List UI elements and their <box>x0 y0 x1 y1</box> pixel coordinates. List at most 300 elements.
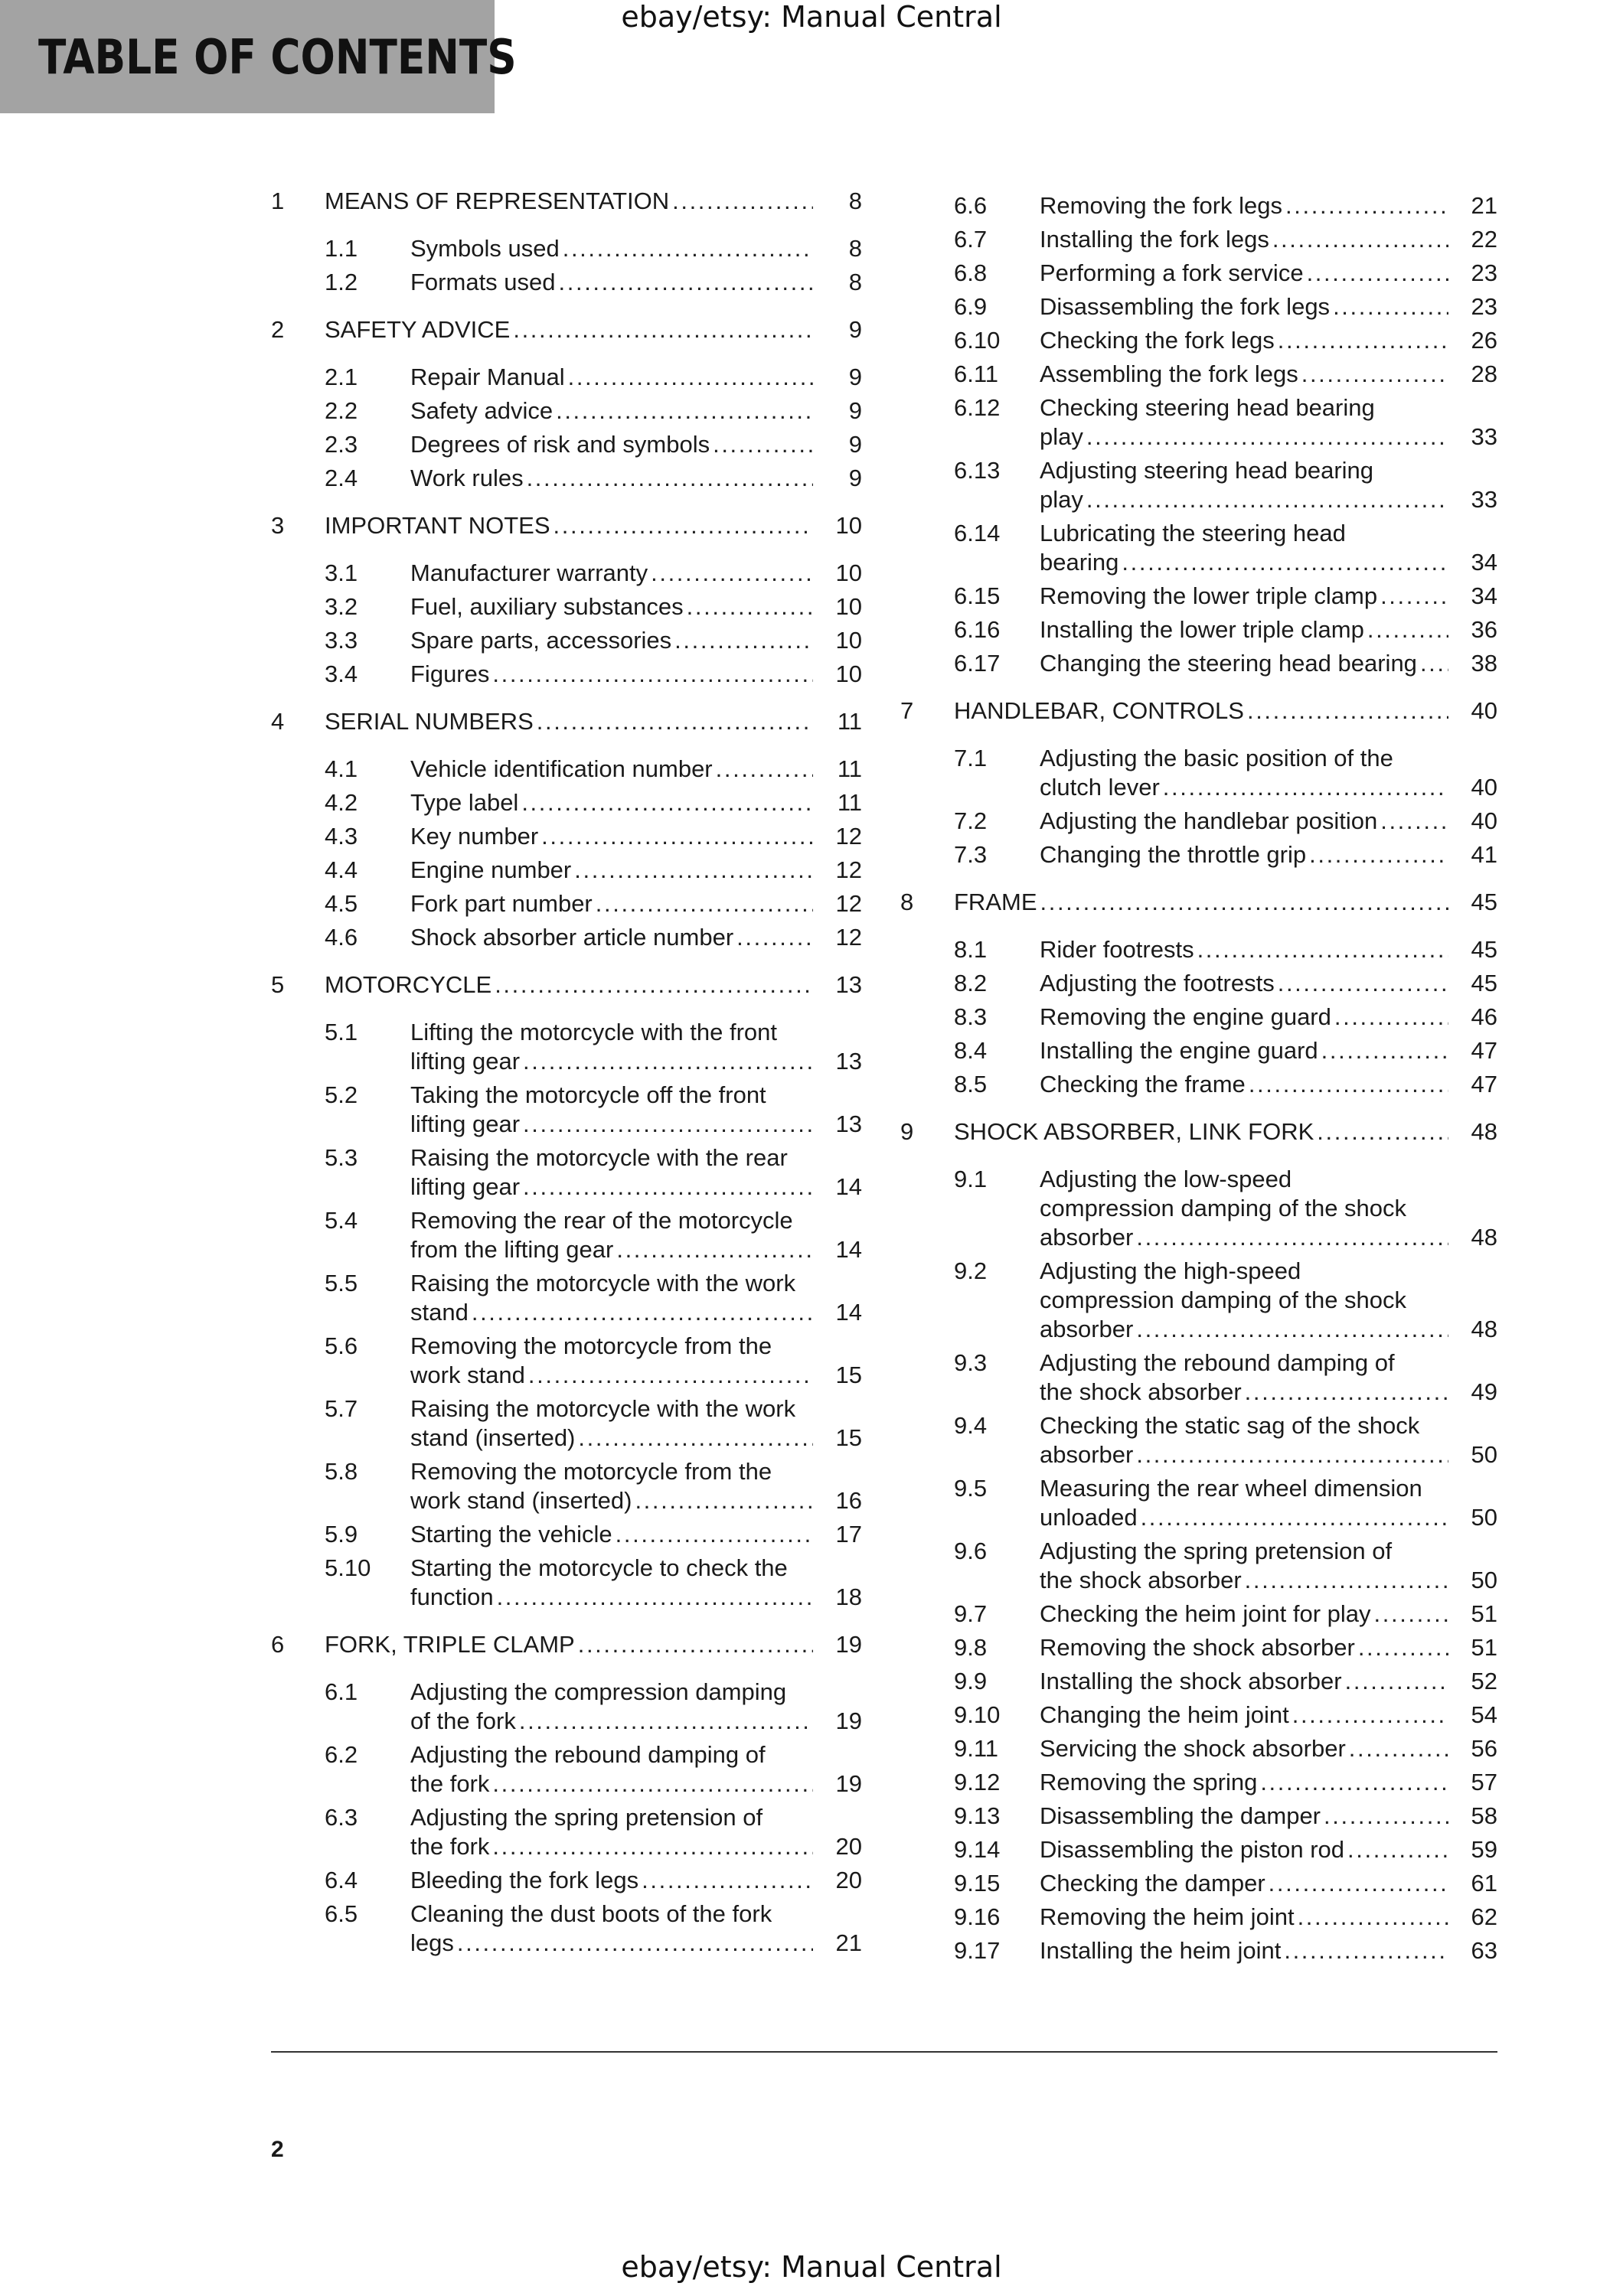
toc-section-entry[interactable] <box>900 1070 1497 1099</box>
toc-entry-line <box>325 511 862 540</box>
toc-entry-title: lifting gear <box>410 1048 521 1075</box>
toc-entry-title: work stand (inserted) <box>410 1487 632 1514</box>
toc-entry-line <box>1040 1936 1497 1965</box>
toc-entry-number: 9.8 <box>954 1634 988 1661</box>
toc-entry-page: 11 <box>837 789 862 816</box>
toc-entry-line <box>410 822 862 851</box>
toc-entry-line <box>410 1172 862 1202</box>
toc-entry-title: Figures <box>410 660 490 687</box>
toc-section-entry[interactable] <box>900 326 1497 355</box>
toc-entry-page: 12 <box>835 924 862 951</box>
toc-section-entry[interactable] <box>271 396 862 426</box>
toc-entry-line <box>1040 1835 1497 1864</box>
toc-entry-title: FRAME <box>954 889 1037 915</box>
toc-entry-title: Removing the spring <box>1040 1769 1258 1795</box>
toc-entry-line <box>954 696 1497 726</box>
toc-entry-title: Measuring the rear wheel dimension <box>1040 1475 1422 1502</box>
toc-entry-line <box>410 464 862 493</box>
toc-entry-title: Removing the motorcycle from the <box>410 1332 772 1359</box>
toc-entry-page: 11 <box>837 755 862 782</box>
toc-section-entry[interactable] <box>271 889 862 918</box>
dot-leader <box>516 1707 813 1736</box>
toc-entry-page: 15 <box>835 1362 862 1388</box>
toc-entry-page: 10 <box>835 593 862 620</box>
dot-leader <box>1083 485 1448 514</box>
toc-entry-number: 3.2 <box>325 593 358 620</box>
toc-section-entry[interactable] <box>900 1701 1497 1730</box>
toc-entry-text <box>410 559 862 588</box>
toc-entry-line <box>410 268 862 297</box>
toc-entry-page: 48 <box>1471 1118 1497 1145</box>
toc-entry-text <box>410 856 862 885</box>
toc-entry-line <box>1040 935 1497 964</box>
toc-entry-page: 34 <box>1471 549 1497 576</box>
dot-leader <box>1265 1869 1448 1898</box>
toc-section-entry[interactable] <box>271 1206 862 1264</box>
toc-section-entry[interactable] <box>900 393 1497 452</box>
toc-entry-title: Adjusting the spring pretension of <box>1040 1538 1393 1564</box>
toc-section-entry[interactable] <box>271 430 862 459</box>
toc-entry-page: 14 <box>835 1173 862 1200</box>
toc-section-entry[interactable] <box>900 1600 1497 1629</box>
toc-section-entry[interactable] <box>900 519 1497 577</box>
toc-entry-page: 63 <box>1471 1937 1497 1964</box>
dot-leader <box>1133 1223 1448 1252</box>
dot-leader <box>1346 1734 1448 1763</box>
toc-entry-title: SAFETY ADVICE <box>325 316 511 343</box>
toc-entry-text <box>954 1117 1497 1146</box>
toc-section-entry[interactable] <box>271 923 862 952</box>
toc-column-right <box>900 187 1497 1965</box>
toc-section-entry[interactable] <box>271 626 862 655</box>
dot-leader <box>1417 649 1448 678</box>
toc-entry-number: 6.8 <box>954 259 988 286</box>
toc-entry-number: 5.1 <box>325 1019 358 1045</box>
toc-section-entry[interactable] <box>271 1018 862 1076</box>
toc-entry-title: Removing the fork legs <box>1040 192 1283 219</box>
toc-entry-text <box>325 187 862 216</box>
toc-entry-line <box>1040 840 1497 869</box>
toc-section-entry[interactable] <box>900 1802 1497 1831</box>
toc-entry-page: 16 <box>835 1487 862 1514</box>
toc-section-entry[interactable] <box>900 840 1497 869</box>
toc-section-entry[interactable] <box>271 1554 862 1612</box>
toc-entry-title: Fuel, auxiliary substances <box>410 593 684 620</box>
toc-entry-page: 40 <box>1471 697 1497 724</box>
dot-leader <box>1246 1070 1448 1099</box>
toc-entry-text <box>1040 582 1497 611</box>
toc-section-entry[interactable] <box>271 660 862 689</box>
toc-section-entry[interactable] <box>900 582 1497 611</box>
toc-entry-number: 9.1 <box>954 1166 988 1192</box>
toc-entry-title: Adjusting steering head bearing <box>1040 457 1374 484</box>
toc-entry-line <box>1040 1440 1497 1469</box>
toc-entry-text <box>1040 615 1497 644</box>
toc-entry-number: 5.7 <box>325 1395 358 1422</box>
toc-entry-title: Raising the motorcycle with the work <box>410 1395 796 1422</box>
toc-entry-page: 45 <box>1471 889 1497 915</box>
toc-chapter-entry[interactable] <box>900 696 1497 726</box>
toc-entry-title: Fork part number <box>410 890 593 917</box>
toc-entry-page: 57 <box>1471 1769 1497 1795</box>
toc-entry-title: Checking the heim joint for play <box>1040 1600 1371 1627</box>
toc-entry-text <box>410 430 862 459</box>
toc-section-entry[interactable] <box>271 559 862 588</box>
toc-section-entry[interactable] <box>271 1520 862 1549</box>
toc-entry-title: Vehicle identification number <box>410 755 713 782</box>
toc-section-entry[interactable] <box>271 464 862 493</box>
dot-leader <box>1138 1503 1448 1532</box>
toc-entry-title: clutch lever <box>1040 774 1160 801</box>
toc-entry-page: 19 <box>835 1707 862 1734</box>
toc-entry-text <box>1040 1070 1497 1099</box>
toc-entry-page: 14 <box>835 1236 862 1263</box>
dot-leader <box>1160 773 1448 802</box>
toc-section-entry[interactable] <box>900 1768 1497 1797</box>
toc-section-entry[interactable] <box>271 1678 862 1736</box>
toc-entry-title: Manufacturer warranty <box>410 559 648 586</box>
toc-entry-number: 9.15 <box>954 1870 1001 1896</box>
toc-entry-title: absorber <box>1040 1441 1134 1468</box>
toc-entry-title: Work rules <box>410 465 524 491</box>
toc-entry-title: Adjusting the spring pretension of <box>410 1804 763 1831</box>
toc-entry-page: 33 <box>1471 423 1497 450</box>
toc-entry-line <box>1040 485 1497 514</box>
toc-entry-title: from the lifting gear <box>410 1236 614 1263</box>
toc-entry-title: Servicing the shock absorber <box>1040 1735 1346 1762</box>
toc-section-entry[interactable] <box>900 456 1497 514</box>
toc-entry-line <box>1040 1869 1497 1898</box>
toc-entry-title: Installing the fork legs <box>1040 226 1269 253</box>
toc-entry-title: Rider footrests <box>1040 936 1194 963</box>
toc-entry-number: 3.3 <box>325 627 358 654</box>
toc-section-entry[interactable] <box>271 1457 862 1515</box>
toc-section-entry[interactable] <box>900 807 1497 836</box>
toc-entry-title: Adjusting the high-speed <box>1040 1257 1301 1284</box>
toc-entry-line <box>954 1117 1497 1146</box>
toc-entry-title: Adjusting the rebound damping of <box>1040 1349 1395 1376</box>
toc-entry-title: Disassembling the fork legs <box>1040 293 1331 320</box>
toc-entry-line <box>1040 1633 1497 1662</box>
toc-section-entry[interactable] <box>271 856 862 885</box>
toc-entry-number: 6.13 <box>954 457 1001 484</box>
dot-leader <box>1330 292 1448 321</box>
toc-entry-text <box>410 1900 862 1958</box>
toc-entry-line <box>410 559 862 588</box>
toc-entry-text <box>1040 1936 1497 1965</box>
toc-entry-number: 6.7 <box>954 226 988 253</box>
toc-section-entry[interactable] <box>900 744 1497 802</box>
toc-entry-page: 13 <box>835 1048 862 1075</box>
toc-entry-page: 38 <box>1471 650 1497 677</box>
dot-leader <box>1244 696 1448 726</box>
toc-entry-text <box>1040 1869 1497 1898</box>
toc-entry-title: Disassembling the damper <box>1040 1802 1321 1829</box>
toc-section-entry[interactable] <box>271 1394 862 1453</box>
toc-entry-title: play <box>1040 423 1083 450</box>
toc-section-entry[interactable] <box>900 615 1497 644</box>
toc-section-entry[interactable] <box>900 259 1497 288</box>
toc-entry-title: Installing the heim joint <box>1040 1937 1282 1964</box>
toc-entry-text <box>1040 292 1497 321</box>
toc-section-entry[interactable] <box>900 1165 1497 1252</box>
toc-entry-title: the fork <box>410 1833 490 1860</box>
toc-entry-title: Adjusting the low-speed <box>1040 1166 1292 1192</box>
toc-section-entry[interactable] <box>900 1936 1497 1965</box>
toc-entry-text <box>410 626 862 655</box>
toc-entry-line <box>410 234 862 263</box>
toc-chapter-entry[interactable] <box>271 1630 862 1659</box>
dot-leader <box>1257 1768 1448 1797</box>
toc-entry-page: 51 <box>1471 1600 1497 1627</box>
toc-entry-text <box>410 788 862 817</box>
toc-section-entry[interactable] <box>271 1900 862 1958</box>
toc-chapter-entry[interactable] <box>900 888 1497 917</box>
dot-leader <box>613 1235 813 1264</box>
toc-entry-page: 48 <box>1471 1316 1497 1342</box>
toc-section-entry[interactable] <box>900 969 1497 998</box>
toc-entry-text <box>410 363 862 392</box>
toc-entry-line <box>410 856 862 885</box>
toc-section-entry[interactable] <box>271 1866 862 1895</box>
toc-section-entry[interactable] <box>271 788 862 817</box>
dot-leader <box>1331 1003 1448 1032</box>
toc-entry-line <box>1040 1223 1497 1252</box>
toc-entry-number: 5.6 <box>325 1332 358 1359</box>
toc-entry-line <box>410 363 862 392</box>
toc-entry-title: unloaded <box>1040 1504 1138 1531</box>
toc-section-entry[interactable] <box>900 1036 1497 1065</box>
toc-entry-line <box>410 1583 862 1612</box>
toc-entry-text <box>410 889 862 918</box>
dot-leader <box>1194 935 1448 964</box>
toc-entry-text <box>410 1018 862 1076</box>
toc-entry-page: 8 <box>848 235 862 262</box>
toc-section-entry[interactable] <box>271 592 862 621</box>
dot-leader <box>1355 1633 1448 1662</box>
toc-entry-number: 9.2 <box>954 1257 988 1284</box>
toc-entry-text <box>410 822 862 851</box>
toc-chapter-entry[interactable] <box>271 187 862 216</box>
toc-section-entry[interactable] <box>900 292 1497 321</box>
toc-entry-page: 54 <box>1471 1701 1497 1728</box>
toc-entry-title: Installing the shock absorber <box>1040 1668 1342 1694</box>
toc-section-entry[interactable] <box>900 1667 1497 1696</box>
toc-section-entry[interactable] <box>900 1411 1497 1469</box>
dot-leader <box>612 1520 813 1549</box>
toc-entry-title: Starting the vehicle <box>410 1521 612 1548</box>
toc-entry-text <box>410 1554 862 1612</box>
dot-leader <box>565 363 813 392</box>
toc-entry-line <box>410 1298 862 1327</box>
toc-entry-number: 5.5 <box>325 1270 358 1296</box>
dot-leader <box>494 1583 813 1612</box>
toc-section-entry[interactable] <box>271 1143 862 1202</box>
toc-section-entry[interactable] <box>271 1803 862 1861</box>
toc-entry-page: 17 <box>835 1521 862 1548</box>
toc-entry-number: 5.2 <box>325 1081 358 1108</box>
footer-divider <box>271 2051 1497 2053</box>
toc-entry-number: 3.4 <box>325 660 358 687</box>
toc-entry-page: 33 <box>1471 486 1497 513</box>
toc-entry-page: 23 <box>1471 259 1497 286</box>
toc-entry-title: compression damping of the shock <box>1040 1195 1407 1221</box>
toc-section-entry[interactable] <box>900 1349 1497 1407</box>
toc-entry-title: Lifting the motorcycle with the front <box>410 1019 778 1045</box>
dot-leader <box>550 511 813 540</box>
dot-leader <box>1282 191 1448 220</box>
toc-entry-number: 5.9 <box>325 1521 358 1548</box>
toc-entry-title: Safety advice <box>410 397 554 424</box>
toc-section-entry[interactable] <box>900 1257 1497 1344</box>
toc-section-entry[interactable] <box>900 1474 1497 1532</box>
toc-entry-text <box>1040 1633 1497 1662</box>
toc-entry-title: the shock absorber <box>1040 1567 1242 1593</box>
toc-entry-text <box>1040 1474 1497 1532</box>
toc-entry-title: Checking the damper <box>1040 1870 1265 1896</box>
toc-entry-number: 6.9 <box>954 293 988 320</box>
toc-section-entry[interactable] <box>271 268 862 297</box>
toc-entry-number: 9.16 <box>954 1903 1001 1930</box>
toc-entry-line <box>410 1707 862 1736</box>
toc-chapter-entry[interactable] <box>271 315 862 344</box>
toc-section-entry[interactable] <box>900 1903 1497 1932</box>
toc-entry-line <box>325 187 862 216</box>
toc-entry-title: Adjusting the footrests <box>1040 970 1275 996</box>
toc-entry-number: 4.3 <box>325 823 358 850</box>
toc-section-entry[interactable] <box>271 755 862 784</box>
dot-leader <box>1133 1315 1448 1344</box>
toc-entry-title: Bleeding the fork legs <box>410 1867 639 1893</box>
toc-entry-line <box>1040 1503 1497 1532</box>
toc-entry-number: 9.17 <box>954 1937 1001 1964</box>
toc-entry-text <box>410 660 862 689</box>
toc-entry-title: Key number <box>410 823 539 850</box>
toc-entry-title: IMPORTANT NOTES <box>325 512 550 539</box>
toc-entry-text <box>1040 1768 1497 1797</box>
toc-entry-page: 11 <box>837 708 862 735</box>
toc-entry-number: 4 <box>271 708 285 735</box>
toc-entry-number: 6.4 <box>325 1867 358 1893</box>
toc-entry-line <box>1040 1903 1497 1932</box>
toc-column-left <box>271 187 862 1958</box>
toc-entry-number: 2.2 <box>325 397 358 424</box>
toc-entry-text <box>410 1866 862 1895</box>
toc-entry-number: 6.10 <box>954 327 1001 354</box>
toc-section-entry[interactable] <box>900 1537 1497 1595</box>
dot-leader <box>1342 1667 1448 1696</box>
dot-leader <box>560 234 813 263</box>
toc-section-entry[interactable] <box>271 234 862 263</box>
toc-entry-text <box>1040 456 1497 514</box>
toc-entry-number: 8.4 <box>954 1037 988 1064</box>
toc-entry-page: 47 <box>1471 1037 1497 1064</box>
toc-section-entry[interactable] <box>900 935 1497 964</box>
toc-section-entry[interactable] <box>900 191 1497 220</box>
toc-chapter-entry[interactable] <box>271 511 862 540</box>
toc-section-entry[interactable] <box>271 1269 862 1327</box>
toc-section-entry[interactable] <box>271 363 862 392</box>
toc-entry-line <box>410 626 862 655</box>
dot-leader <box>1314 1117 1448 1146</box>
toc-entry-line <box>410 889 862 918</box>
watermark-top: ebay/etsy: Manual Central <box>621 0 1002 34</box>
toc-entry-line <box>410 592 862 621</box>
toc-section-entry[interactable] <box>271 1332 862 1390</box>
toc-entry-text <box>1040 1600 1497 1629</box>
toc-chapter-entry[interactable] <box>271 970 862 1000</box>
toc-section-entry[interactable] <box>271 1081 862 1139</box>
toc-entry-line <box>1040 1701 1497 1730</box>
dot-leader <box>520 1110 813 1139</box>
toc-entry-number: 6 <box>271 1631 285 1658</box>
toc-section-entry[interactable] <box>900 1869 1497 1898</box>
dot-leader <box>1371 1600 1448 1629</box>
toc-entry-title: Removing the shock absorber <box>1040 1634 1355 1661</box>
toc-entry-page: 50 <box>1471 1441 1497 1468</box>
toc-section-entry[interactable] <box>900 1734 1497 1763</box>
toc-entry-title: Checking the fork legs <box>1040 327 1275 354</box>
toc-section-entry[interactable] <box>900 1003 1497 1032</box>
toc-entry-title: FORK, TRIPLE CLAMP <box>325 1631 575 1658</box>
toc-entry-text <box>410 1457 862 1515</box>
toc-section-entry[interactable] <box>900 1835 1497 1864</box>
toc-entry-page: 59 <box>1471 1836 1497 1863</box>
toc-entry-title: Installing the engine guard <box>1040 1037 1318 1064</box>
toc-entry-title: SERIAL NUMBERS <box>325 708 534 735</box>
toc-entry-text <box>1040 326 1497 355</box>
toc-entry-page: 21 <box>1471 192 1497 219</box>
toc-section-entry[interactable] <box>900 649 1497 678</box>
toc-entry-number: 2.4 <box>325 465 358 491</box>
toc-chapter-entry[interactable] <box>900 1117 1497 1146</box>
toc-entry-page: 14 <box>835 1299 862 1326</box>
toc-entry-title: of the fork <box>410 1707 516 1734</box>
toc-entry-title: legs <box>410 1929 454 1956</box>
dot-leader <box>648 559 813 588</box>
toc-section-entry[interactable] <box>271 822 862 851</box>
toc-entry-text <box>410 1269 862 1327</box>
toc-entry-title: Type label <box>410 789 519 816</box>
toc-entry-line <box>410 1769 862 1799</box>
toc-entry-number: 6.12 <box>954 394 1001 421</box>
toc-section-entry[interactable] <box>900 1633 1497 1662</box>
toc-chapter-entry[interactable] <box>271 707 862 736</box>
dot-leader <box>669 187 813 216</box>
toc-entry-line <box>410 755 862 784</box>
toc-entry-number: 3 <box>271 512 285 539</box>
dot-leader <box>1304 259 1448 288</box>
dot-leader <box>1289 1701 1448 1730</box>
toc-entry-text <box>1040 1165 1497 1252</box>
toc-section-entry[interactable] <box>900 225 1497 254</box>
toc-entry-number: 9.5 <box>954 1475 988 1502</box>
toc-entry-page: 12 <box>835 856 862 883</box>
toc-section-entry[interactable] <box>271 1740 862 1799</box>
toc-entry-line <box>1040 615 1497 644</box>
toc-entry-page: 12 <box>835 890 862 917</box>
toc-entry-page: 15 <box>835 1424 862 1451</box>
toc-entry-text <box>1040 1701 1497 1730</box>
toc-entry-number: 5.10 <box>325 1554 371 1581</box>
dot-leader <box>1295 1903 1448 1932</box>
toc-entry-page: 28 <box>1471 360 1497 387</box>
toc-entry-title: bearing <box>1040 549 1119 576</box>
toc-entry-page: 61 <box>1471 1870 1497 1896</box>
page-title: TABLE OF CONTENTS <box>38 29 517 85</box>
toc-entry-number: 4.1 <box>325 755 358 782</box>
toc-section-entry[interactable] <box>900 360 1497 389</box>
